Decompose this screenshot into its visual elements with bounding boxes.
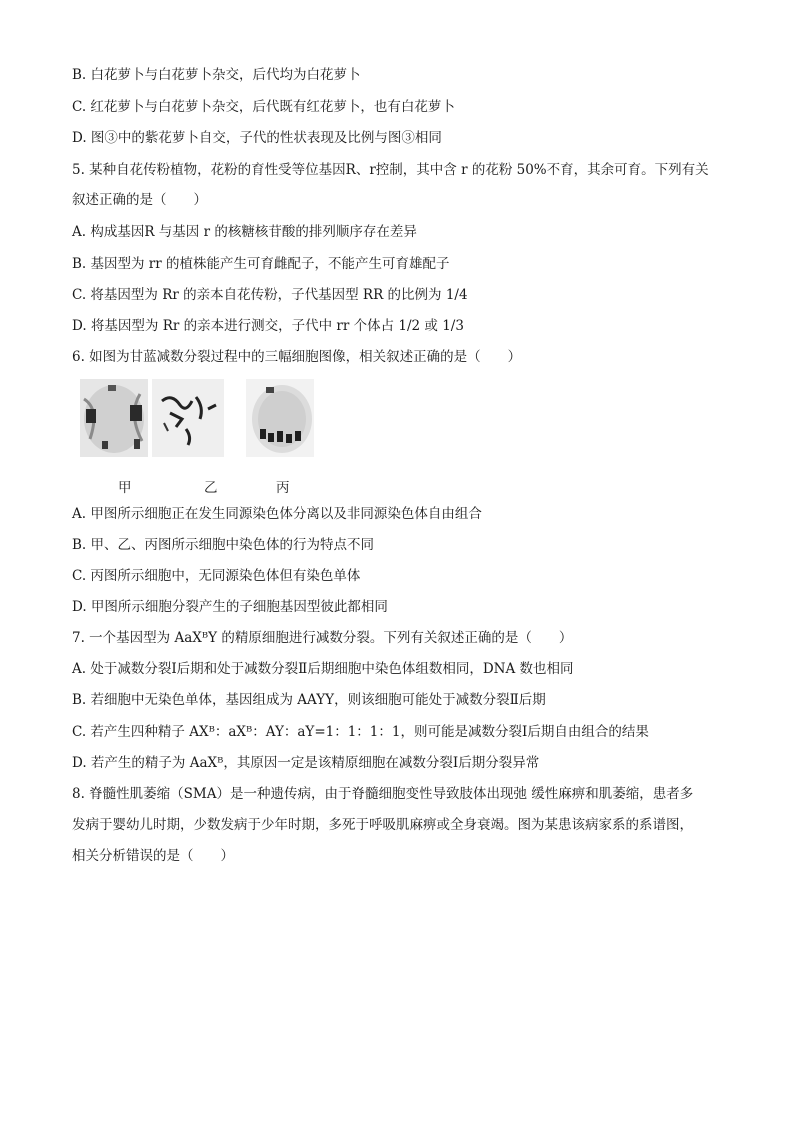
question-7: 7. 一个基因型为 AaXᴮY 的精原细胞进行减数分裂。下列有关叙述正确的是（ ） bbox=[72, 630, 573, 646]
micrograph-yi bbox=[152, 379, 224, 457]
option-4c: C. 红花萝卜与白花萝卜杂交，后代既有红花萝卜，也有白花萝卜 bbox=[72, 99, 455, 115]
option-4b: B. 白花萝卜与白花萝卜杂交，后代均为白花萝卜 bbox=[72, 67, 361, 83]
option-6a: A. 甲图所示细胞正在发生同源染色体分离以及非同源染色体自由组合 bbox=[72, 506, 482, 522]
question-8-line-1: 8. 脊髓性肌萎缩（SMA）是一种遗传病，由于脊髓细胞变性导致肢体出现弛 缓性麻痹和肌萎缩，患者多 bbox=[72, 786, 694, 802]
cell-micrographs bbox=[80, 379, 320, 459]
option-5d: D. 将基因型为 Rr 的亲本进行测交，子代中 rr 个体占 1/2 或 1/3 bbox=[72, 318, 464, 334]
question-5-line-2: 叙述正确的是（ ） bbox=[72, 192, 207, 208]
question-8-line-2: 发病于婴幼儿时期，少数发病于少年时期，多死于呼吸肌麻痹或全身衰竭。图为某患该病家系的系谱图， bbox=[72, 817, 693, 833]
micrograph-bing bbox=[246, 379, 314, 457]
question-6: 6. 如图为甘蓝减数分裂过程中的三幅细胞图像，相关叙述正确的是（ ） bbox=[72, 349, 522, 365]
option-5c: C. 将基因型为 Rr 的亲本自花传粉，子代基因型 RR 的比例为 1/4 bbox=[72, 287, 468, 303]
option-7c: C. 若产生四种精子 AXᴮ：aXᴮ：AY：aY=1：1：1：1，则可能是减数分裂Ⅰ后期自由组合的结果 bbox=[72, 724, 649, 740]
label-yi: 乙 bbox=[204, 480, 218, 496]
option-6d: D. 甲图所示细胞分裂产生的子细胞基因型彼此都相同 bbox=[72, 599, 388, 615]
question-5-line-1: 5. 某种自花传粉植物，花粉的育性受等位基因R、r控制，其中含 r 的花粉 50%不育，其余可育。下列有关 bbox=[72, 162, 709, 178]
option-4d: D. 图③中的紫花萝卜自交，子代的性状表现及比例与图③相同 bbox=[72, 130, 442, 146]
label-jia: 甲 bbox=[118, 480, 132, 496]
option-7a: A. 处于减数分裂Ⅰ后期和处于减数分裂Ⅱ后期细胞中染色体组数相同，DNA 数也相同 bbox=[72, 661, 574, 677]
option-7d: D. 若产生的精子为 AaXᴮ，其原因一定是该精原细胞在减数分裂Ⅰ后期分裂异常 bbox=[72, 755, 540, 771]
option-5b: B. 基因型为 rr 的植株能产生可育雌配子，不能产生可育雄配子 bbox=[72, 256, 450, 272]
option-7b: B. 若细胞中无染色单体，基因组成为 AAYY，则该细胞可能处于减数分裂Ⅱ后期 bbox=[72, 692, 546, 708]
micrograph-jia bbox=[80, 379, 148, 457]
option-6c: C. 丙图所示细胞中，无同源染色体但有染色单体 bbox=[72, 568, 361, 584]
option-6b: B. 甲、乙、丙图所示细胞中染色体的行为特点不同 bbox=[72, 537, 375, 553]
label-bing: 丙 bbox=[276, 480, 290, 496]
question-8-line-3: 相关分析错误的是（ ） bbox=[72, 848, 234, 864]
option-5a: A. 构成基因R 与基因 r 的核糖核苷酸的排列顺序存在差异 bbox=[72, 224, 417, 240]
